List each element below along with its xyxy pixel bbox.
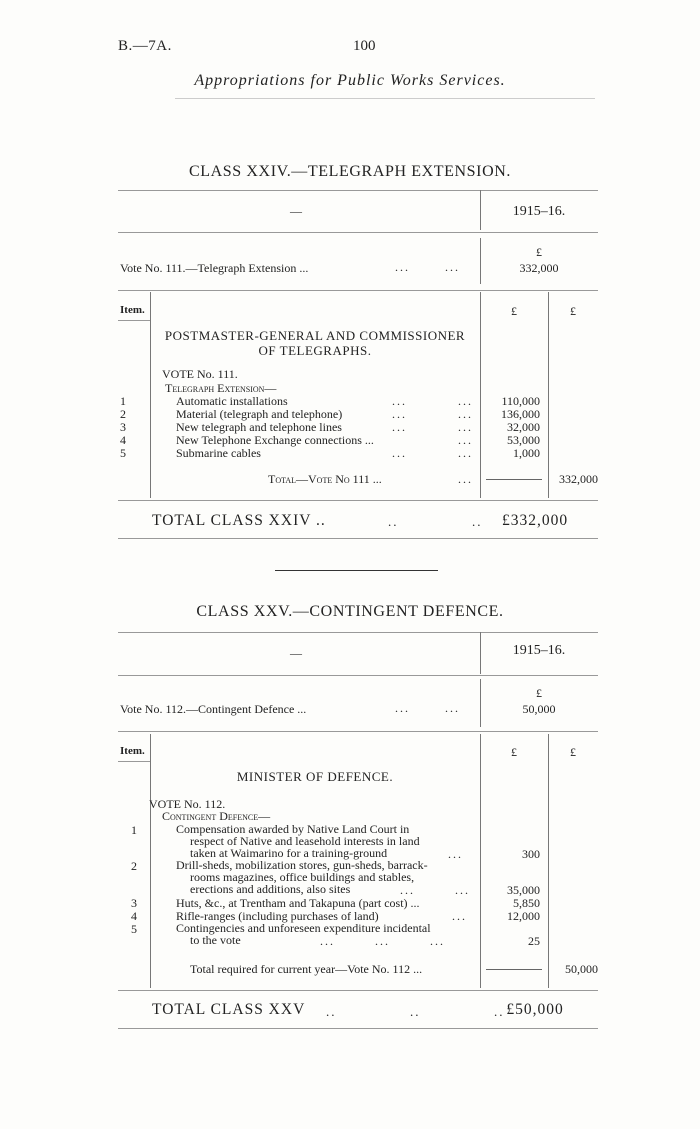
table-top-rule: [118, 190, 598, 191]
item-description: Rifle-ranges (including purchases of land): [176, 909, 379, 923]
pound-heading: £: [570, 304, 576, 318]
vote-summary-label: Vote No. 112.—Contingent Defence ...: [120, 702, 307, 716]
item-description: New Telephone Exchange connections ...: [176, 433, 374, 447]
ministry-line: OF TELEGRAPHS.: [258, 343, 372, 358]
item-description-line: rooms magazines, office buildings and stables,: [190, 870, 415, 884]
leader-dots: ... ... ... ...: [392, 394, 407, 460]
item-amount: 136,000: [501, 407, 540, 421]
item-head-rule: [118, 761, 150, 762]
vote-total-amount: 50,000: [565, 962, 598, 976]
item-amount: 35,000: [507, 883, 540, 897]
item-number: 3: [131, 896, 137, 910]
item-description-line: Drill-sheds, mobilization stores, gun-sheds, barrack-: [176, 858, 428, 872]
item-descriptions: [176, 395, 374, 460]
section-separator: [275, 570, 438, 571]
leader-dots: ...: [448, 847, 463, 861]
item-description: Submarine cables: [176, 446, 261, 460]
table-rule: [118, 232, 598, 233]
vote-summary-amount: 332,000: [519, 261, 559, 275]
leader-dots: ... ... ... ... ...: [458, 394, 473, 460]
blank-head-dash: —: [290, 646, 302, 660]
table-bottom-rule: [118, 538, 598, 539]
item-amounts: [482, 395, 540, 460]
item-number: 1: [131, 823, 137, 837]
table-rule: [118, 990, 598, 991]
year-heading: 1915–16.: [512, 643, 566, 658]
table-rule: [118, 675, 598, 676]
blank-head-dash: —: [290, 204, 302, 218]
item-column-divider: [150, 292, 151, 498]
table-top-rule: [118, 632, 598, 633]
sum-rule: [486, 969, 542, 970]
item-number: 2: [131, 859, 137, 873]
item-column-heading: Item.: [120, 745, 145, 757]
class-total-label: TOTAL CLASS XXV: [152, 1001, 306, 1018]
sum-rule: [486, 479, 542, 480]
item-amount: 5,850: [513, 896, 540, 910]
ministry-line: POSTMASTER-GENERAL AND COMMISSIONER: [164, 328, 466, 343]
class-total-label: TOTAL CLASS XXIV ..: [152, 512, 326, 529]
vote-pound-sign: £: [536, 686, 542, 700]
item-amount: 110,000: [501, 394, 540, 408]
class-total-amount: £332,000: [501, 512, 569, 529]
item-numbers: [120, 395, 150, 460]
vote-pound-sign: £: [536, 245, 542, 259]
item-column-heading: Item.: [120, 304, 145, 316]
item-description-line: Contingencies and unforeseen expenditure incidental: [176, 921, 431, 935]
table-rule: [118, 290, 598, 291]
item-amount: 1,000: [513, 446, 540, 460]
vote-total-label: Total required for current year—Vote No. 112 ...: [190, 962, 423, 976]
section-title: CLASS XXV.—CONTINGENT DEFENCE.: [196, 603, 504, 620]
page-title: Appropriations for Public Works Services.: [194, 72, 506, 89]
item-amount: 25: [528, 934, 540, 948]
subtotal-column-divider: [548, 292, 549, 498]
vote-number: VOTE No. 112.: [149, 797, 226, 811]
section-title: CLASS XXIV.—TELEGRAPH EXTENSION.: [188, 163, 512, 180]
year-heading: 1915–16.: [512, 204, 566, 219]
vote-number: VOTE No. 111.: [162, 367, 238, 381]
ministry-heading: MINISTER OF DEFENCE.: [236, 769, 394, 784]
item-number: 2: [120, 407, 126, 421]
pound-heading: £: [511, 304, 517, 318]
item-description: Huts, &c., at Trentham and Takapuna (part cost) ...: [176, 896, 420, 910]
item-number: 4: [120, 433, 126, 447]
item-description-line: taken at Waimarino for a training-ground: [190, 846, 388, 860]
item-description-line: to the vote: [190, 933, 241, 947]
item-head-rule: [118, 320, 150, 321]
leader-dots: .. .. ..: [326, 1004, 505, 1019]
amount-column-divider: [480, 292, 481, 498]
header-rule: [175, 98, 595, 99]
leader-dots: ... ...: [395, 701, 460, 715]
item-number: 5: [120, 446, 126, 460]
document-reference: B.—7A.: [118, 38, 172, 54]
item-amount: 12,000: [507, 909, 540, 923]
item-description: Material (telegraph and telephone): [176, 407, 343, 421]
item-amount: 300: [522, 847, 540, 861]
pound-heading: £: [570, 745, 576, 759]
item-amount: 32,000: [507, 420, 540, 434]
vote-summary-amount: 50,000: [522, 702, 556, 716]
item-description-line: erections and additions, also sites: [190, 882, 351, 896]
item-number: 3: [120, 420, 126, 434]
page-number: 100: [353, 38, 376, 54]
vote-subhead: Telegraph Extension—: [165, 381, 277, 395]
class-total-amount: £50,000: [506, 1001, 564, 1018]
leader-dots: .. ..: [388, 514, 483, 529]
item-number: 1: [120, 394, 126, 408]
leader-dots: ... ...: [400, 883, 470, 897]
table-bottom-rule: [118, 1028, 598, 1029]
item-description-line: respect of Native and leasehold interests in land: [190, 834, 420, 848]
item-description: New telegraph and telephone lines: [176, 420, 342, 434]
ministry-heading: [150, 328, 480, 358]
leader-dots: ...: [458, 472, 473, 486]
item-description-line: Compensation awarded by Native Land Court in: [176, 822, 410, 836]
leader-dots: ... ...: [395, 260, 460, 274]
leader-dots: ...: [452, 909, 467, 923]
vote-summary-label: Vote No. 111.—Telegraph Extension ...: [120, 261, 309, 275]
pound-heading: £: [511, 745, 517, 759]
item-number: 5: [131, 922, 137, 936]
table-rule: [118, 731, 598, 732]
subtotal-column-divider: [548, 734, 549, 988]
vote-total-amount: 332,000: [559, 472, 598, 486]
leader-dots: ... ... ...: [320, 934, 445, 948]
item-amount: 53,000: [507, 433, 540, 447]
table-rule: [118, 500, 598, 501]
vote-subhead: Contingent Defence—: [162, 809, 271, 823]
amount-column-divider: [480, 734, 481, 988]
item-description: [176, 823, 476, 859]
item-description: Automatic installations: [176, 394, 288, 408]
item-number: 4: [131, 909, 137, 923]
vote-total-label: Total—Vote No 111 ...: [268, 472, 382, 486]
